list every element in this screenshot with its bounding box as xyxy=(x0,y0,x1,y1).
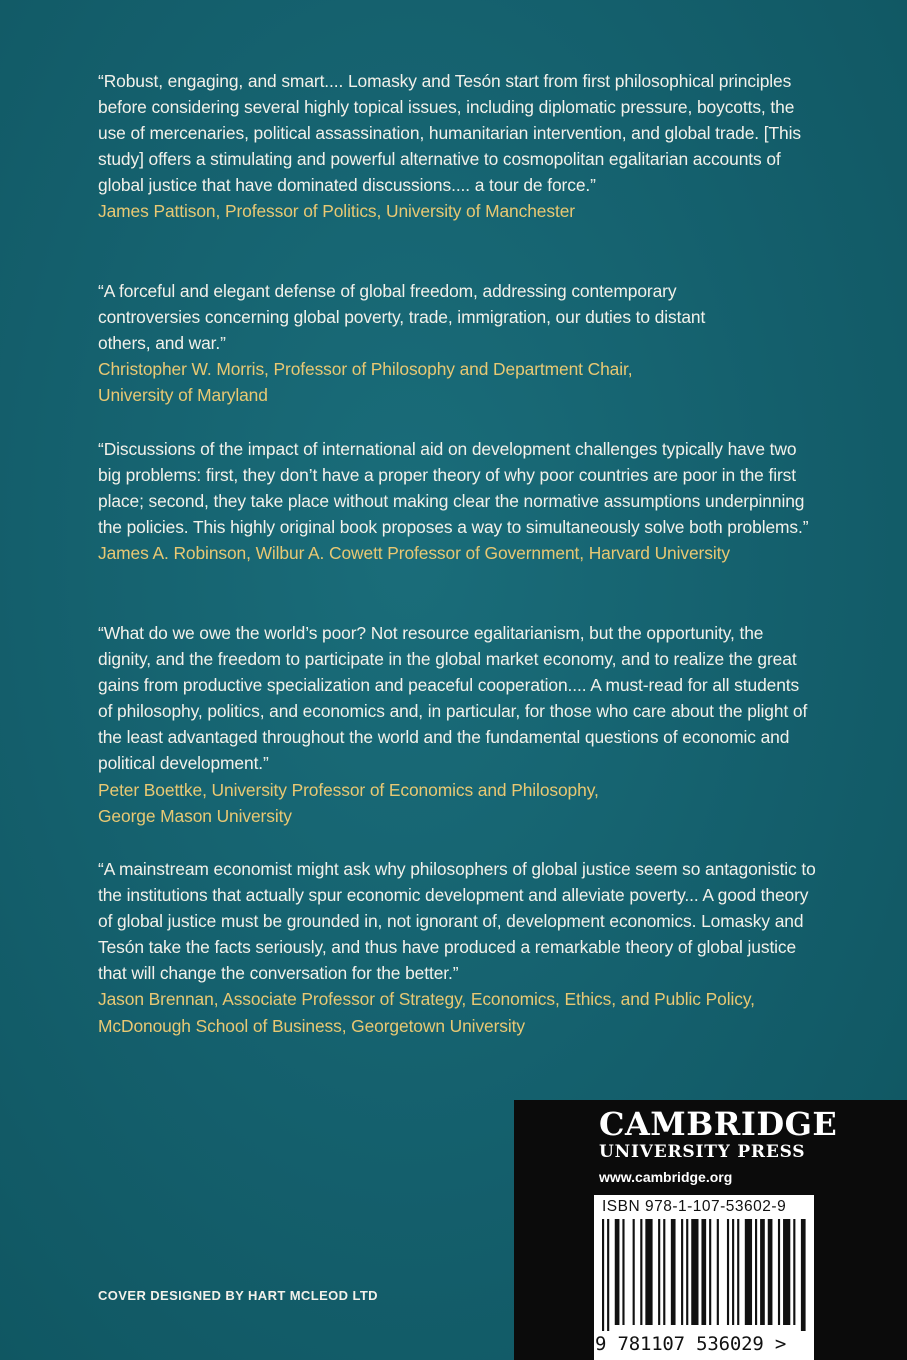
barcode-bar xyxy=(607,1219,609,1331)
blurb-attribution: Christopher W. Morris, Professor of Philosophy and Department Chair, University of Maryland xyxy=(98,359,633,406)
blurb-brennan xyxy=(98,856,818,1039)
blurb-quote: “A mainstream economist might ask why philosophers of global justice seem so antagonistic to the institutions that actually spur economic development and alleviate poverty... A good theory of global justice must be grounded in, not ignorant of, development economics. Lomasky and Tesón take the facts seriously, and thus have produced a remarkable theory of global justice that will change the conversation for the better.” xyxy=(98,859,816,984)
blurb-quote: “Discussions of the impact of international aid on development challenges typically have two big problems: first, they don’t have a proper theory of why poor countries are poor in the first place; second, they take place without making clear the normative assumptions underpinning the policies. This highly original book proposes a way to simultaneously solve both problems.” xyxy=(98,439,809,538)
barcode-bar xyxy=(727,1219,729,1325)
blurb-quote: “Robust, engaging, and smart.... Lomasky and Tesón start from first philosophical principles before considering several highly topical issues, including diplomatic pressure, boycotts, the use of mercenaries, political assassination, humanitarian intervention, and global trade. [This study] offers a stimulating and powerful alternative to cosmopolitan egalitarian accounts of global justice that have dominated discussions.... a tour de force.” xyxy=(98,71,801,196)
barcode-bar xyxy=(671,1219,676,1325)
barcode-bar xyxy=(622,1219,624,1325)
barcode-bar xyxy=(691,1219,698,1325)
blurb-robinson xyxy=(98,436,818,566)
blurb-attribution: Jason Brennan, Associate Professor of Strategy, Economics, Ethics, and Public Policy, McDonough School of Business, Georgetown University xyxy=(98,989,755,1036)
publisher-press: UNIVERSITY PRESS xyxy=(599,1142,806,1162)
barcode-graphic xyxy=(602,1219,806,1331)
barcode-bar xyxy=(663,1219,665,1325)
barcode-bar xyxy=(681,1219,683,1325)
barcode-bar xyxy=(709,1219,711,1325)
barcode-bar xyxy=(645,1219,652,1325)
barcode-bar xyxy=(768,1219,773,1325)
barcode-bar xyxy=(783,1219,790,1325)
barcode-bar xyxy=(793,1219,795,1325)
barcode-bar xyxy=(658,1219,660,1325)
barcode-bar xyxy=(737,1219,739,1325)
barcode-panel xyxy=(594,1195,814,1360)
publisher-box xyxy=(514,1100,907,1360)
blurb-quote: “What do we owe the world’s poor? Not resource egalitarianism, but the opportunity, the dignity, and the freedom to participate in the global market economy, and to realize the great gains from productive specialization and peaceful cooperation.... A must-read for all students of philosophy, politics, and economics and, in particular, for those who care about the plight of the least advantaged throughout the world and the fundamental questions of economic and political development.” xyxy=(98,623,808,774)
publisher-name: CAMBRIDGE xyxy=(599,1105,838,1143)
barcode-bar xyxy=(633,1219,635,1325)
cover-design-credit: COVER DESIGNED BY HART MCLEOD LTD xyxy=(98,1288,378,1303)
isbn-label: ISBN 978-1-107-53602-9 xyxy=(602,1198,787,1215)
barcode-bar xyxy=(717,1219,719,1325)
barcode-bar xyxy=(732,1219,734,1325)
barcode-bar xyxy=(778,1219,780,1325)
ean-digits: 9 781107 536029 > xyxy=(595,1333,787,1355)
blurb-pattison xyxy=(98,68,818,225)
barcode-bar xyxy=(615,1219,620,1325)
blurb-attribution: James A. Robinson, Wilbur A. Cowett Professor of Government, Harvard University xyxy=(98,543,730,564)
barcode-bar xyxy=(640,1219,642,1325)
blurb-morris xyxy=(98,278,818,408)
barcode-bar xyxy=(745,1219,752,1325)
barcode-bar xyxy=(760,1219,765,1325)
barcode-bar xyxy=(755,1219,757,1325)
blurb-boettke xyxy=(98,620,818,829)
blurb-attribution: Peter Boettke, University Professor of Economics and Philosophy, George Mason University xyxy=(98,779,599,826)
publisher-url: www.cambridge.org xyxy=(599,1169,733,1185)
barcode-bar xyxy=(602,1219,604,1331)
barcode-bar xyxy=(686,1219,688,1325)
barcode-bar xyxy=(801,1219,806,1331)
blurb-quote: “A forceful and elegant defense of global freedom, addressing contemporary controversies concerning global poverty, trade, immigration, our duties to distant others, and war.” xyxy=(98,281,706,354)
blurb-attribution: James Pattison, Professor of Politics, University of Manchester xyxy=(98,201,575,222)
barcode-bar xyxy=(701,1219,706,1325)
